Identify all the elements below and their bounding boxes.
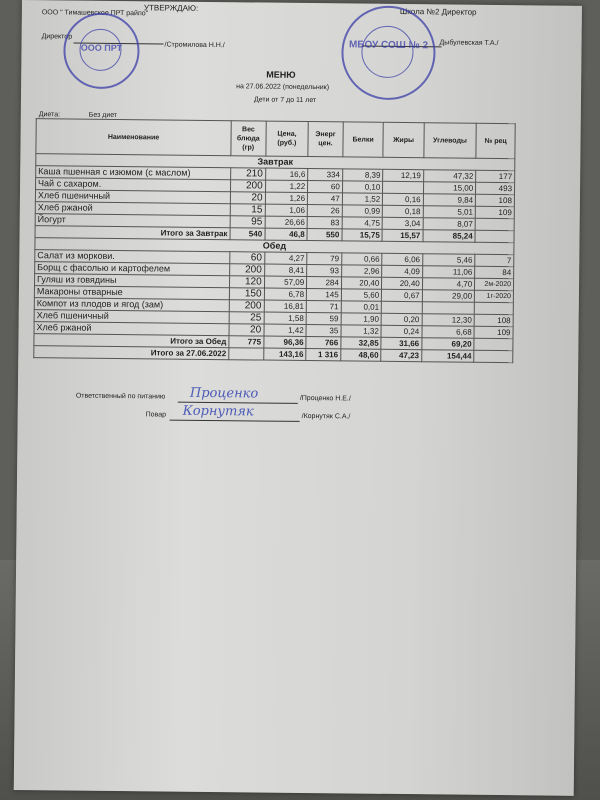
dish-recipe — [475, 218, 514, 230]
dish-name: Гуляш из говядины — [35, 274, 230, 288]
dish-weight: 150 — [229, 288, 264, 300]
director-right-name: Дыбулевская Т.А./ — [439, 39, 499, 47]
total-fat: 15,57 — [382, 229, 423, 241]
dish-weight: 200 — [230, 264, 265, 276]
total-energy: 766 — [306, 336, 341, 348]
dish-protein: 1,32 — [341, 325, 382, 337]
dish-price: 1,26 — [265, 192, 308, 204]
dish-energy: 71 — [306, 300, 341, 312]
column-weight-header: Вес блюда (гр) — [231, 121, 266, 156]
dish-price: 8,41 — [264, 264, 307, 276]
column-protein-header: Белки — [343, 122, 384, 157]
dish-protein: 4,75 — [342, 217, 383, 229]
dish-recipe: 108 — [474, 314, 513, 326]
dish-fat — [383, 181, 424, 193]
dish-weight: 200 — [229, 300, 264, 312]
menu-title: МЕНЮ — [266, 69, 296, 80]
school-director-label: Школа №2 Директор — [399, 6, 477, 17]
day-total-price: 143,16 — [263, 348, 306, 360]
responsible-label: Ответственный по питанию — [75, 392, 166, 401]
dish-fat: 12,19 — [383, 169, 424, 181]
cook-signature: Корнутяк — [182, 403, 254, 420]
dish-weight: 20 — [229, 324, 264, 336]
dish-recipe: 109 — [475, 206, 514, 218]
dish-recipe: 2м-2020 — [475, 278, 514, 290]
table-header-row — [36, 119, 515, 159]
director-left-name: /Стромилова Н.Н./ — [164, 41, 225, 50]
dish-price: 1,22 — [265, 180, 308, 192]
dish-energy: 59 — [306, 312, 341, 324]
dish-recipe: 84 — [475, 266, 514, 278]
diet-value: Без диет — [88, 111, 118, 120]
dish-carbs: 29,00 — [422, 290, 475, 303]
dish-protein: 1,90 — [341, 313, 382, 325]
day-total-protein: 48,60 — [341, 349, 382, 361]
dish-name: Хлеб пшеничный — [35, 190, 230, 204]
dish-recipe: 109 — [474, 326, 513, 338]
dish-price: 1,06 — [265, 204, 308, 216]
director-left-label: Директор — [41, 33, 73, 41]
dish-price: 1,58 — [264, 312, 307, 324]
total-label: Итого за Обед — [34, 334, 229, 348]
day-total-label: Итого за 27.06.2022 — [34, 346, 229, 360]
cook-name: /Корнутяк С.А./ — [301, 412, 351, 421]
column-carbs-header: Углеводы — [424, 123, 477, 159]
dish-carbs: 47,32 — [423, 170, 476, 183]
approve-label: УТВЕРЖДАЮ: — [143, 3, 199, 13]
day-total-fat: 47,23 — [381, 349, 422, 361]
dish-name: Макароны отварные — [34, 286, 229, 300]
dish-carbs: 9,84 — [423, 194, 476, 207]
dish-price: 16,81 — [264, 300, 307, 312]
dish-fat: 0,67 — [382, 289, 423, 301]
dish-protein: 0,99 — [342, 205, 383, 217]
total-carbs: 69,20 — [422, 338, 475, 351]
dish-price: 4,27 — [264, 252, 307, 264]
dish-fat: 0,18 — [382, 205, 423, 217]
section-title: Завтрак — [36, 154, 515, 171]
day-total-carbs: 154,44 — [421, 350, 474, 363]
responsible-name: /Проценко Н.Е./ — [299, 394, 351, 403]
dish-recipe: 493 — [476, 182, 515, 194]
dish-protein: 2,96 — [341, 265, 382, 277]
dish-protein: 8,39 — [342, 169, 383, 181]
dish-fat: 0,20 — [381, 313, 422, 325]
dish-name: Борщ с фасолью и картофелем — [35, 262, 230, 276]
column-recipe-header: № рец — [476, 123, 515, 158]
dish-carbs: 6,68 — [422, 326, 475, 339]
menu-date: на 27.06.2022 (понедельник) — [236, 83, 330, 92]
dish-energy: 93 — [307, 264, 342, 276]
dish-energy: 60 — [308, 181, 343, 193]
total-weight: 540 — [230, 228, 265, 240]
organization-stamp: ООО ПРТ — [63, 12, 140, 89]
dish-weight: 25 — [229, 312, 264, 324]
dish-carbs: 5,01 — [423, 206, 476, 219]
dish-weight: 120 — [229, 276, 264, 288]
diet-label: Диета: — [38, 111, 61, 119]
column-price-header: Цена, (руб.) — [266, 121, 309, 156]
dish-protein: 5,60 — [341, 289, 382, 301]
total-protein: 32,85 — [341, 337, 382, 349]
dish-fat: 3,04 — [382, 217, 423, 229]
total-energy: 550 — [307, 228, 342, 240]
dish-protein: 0,66 — [342, 253, 383, 265]
dish-name: Чай с сахаром. — [36, 178, 231, 192]
column-fat-header: Жиры — [383, 122, 424, 157]
school-stamp: МБОУ СОШ № 2 — [341, 5, 436, 100]
column-name-header: Наименование — [36, 119, 231, 156]
section-title: Обед — [35, 238, 514, 255]
dish-weight: 20 — [230, 192, 265, 204]
cook-label: Повар — [145, 411, 167, 419]
dish-recipe: 177 — [476, 170, 515, 182]
dish-name: Хлеб ржаной — [34, 322, 229, 336]
column-energy-header: Энерг цен. — [308, 122, 343, 157]
dish-name: Хлеб пшеничный — [34, 310, 229, 324]
dish-energy: 79 — [307, 252, 342, 264]
dish-recipe: 7 — [475, 254, 514, 266]
dish-fat: 4,09 — [382, 265, 423, 277]
dish-weight: 200 — [230, 180, 265, 192]
dish-name: Каша пшенная с изюмом (с маслом) — [36, 166, 231, 180]
dish-fat: 6,06 — [382, 253, 423, 265]
total-label: Итого за Завтрак — [35, 226, 230, 240]
total-carbs: 85,24 — [423, 230, 476, 243]
dish-price: 26,66 — [265, 216, 308, 228]
dish-energy: 35 — [306, 324, 341, 336]
dish-weight: 15 — [230, 204, 265, 216]
dish-energy: 334 — [308, 169, 343, 181]
dish-carbs: 8,07 — [423, 218, 476, 231]
dish-price: 16,6 — [265, 168, 308, 180]
dish-price: 57,09 — [264, 276, 307, 288]
menu-table — [33, 118, 515, 363]
dish-name: Компот из плодов и ягод (зам) — [34, 298, 229, 312]
dish-energy: 26 — [307, 205, 342, 217]
dish-weight: 210 — [231, 168, 266, 180]
dish-name: Йогурт — [35, 214, 230, 228]
dish-recipe: 1г-2020 — [475, 290, 514, 302]
dish-energy: 145 — [307, 288, 342, 300]
dish-carbs: 11,06 — [422, 266, 475, 279]
dish-carbs: 4,70 — [422, 278, 475, 291]
dish-price: 1,42 — [264, 324, 307, 336]
dish-protein: 0,01 — [341, 301, 382, 313]
dish-fat — [381, 301, 422, 313]
total-protein: 15,75 — [342, 229, 383, 241]
dish-weight: 95 — [230, 216, 265, 228]
cook-signature-line — [170, 420, 300, 422]
dish-carbs: 15,00 — [423, 182, 476, 195]
dish-price: 6,78 — [264, 288, 307, 300]
dish-recipe — [474, 302, 513, 314]
dish-fat: 20,40 — [382, 277, 423, 289]
total-fat: 31,66 — [381, 337, 422, 349]
menu-document — [14, 0, 582, 796]
total-price: 46,8 — [265, 228, 308, 240]
dish-fat: 0,16 — [383, 193, 424, 205]
dish-carbs: 12,30 — [422, 314, 475, 327]
dish-energy: 83 — [307, 217, 342, 229]
responsible-signature: Проценко — [189, 385, 259, 402]
menu-age-group: Дети от 7 до 11 лет — [253, 96, 317, 105]
dish-energy: 47 — [308, 193, 343, 205]
organization-name: ООО " Тимашевское ПРТ райпо" — [41, 9, 149, 18]
dish-carbs — [422, 302, 475, 315]
dish-protein: 20,40 — [341, 277, 382, 289]
dish-weight: 60 — [230, 252, 265, 264]
dish-fat: 0,24 — [381, 325, 422, 337]
day-total-energy: 1 316 — [306, 348, 341, 360]
total-weight: 775 — [229, 336, 264, 348]
total-price: 96,36 — [263, 336, 306, 348]
dish-energy: 284 — [307, 276, 342, 288]
dish-name: Салат из моркови. — [35, 250, 230, 264]
dish-name: Хлеб ржаной — [35, 202, 230, 216]
dish-recipe: 108 — [476, 194, 515, 206]
dish-carbs: 5,46 — [422, 254, 475, 267]
dish-protein: 0,10 — [342, 181, 383, 193]
dish-protein: 1,52 — [342, 193, 383, 205]
